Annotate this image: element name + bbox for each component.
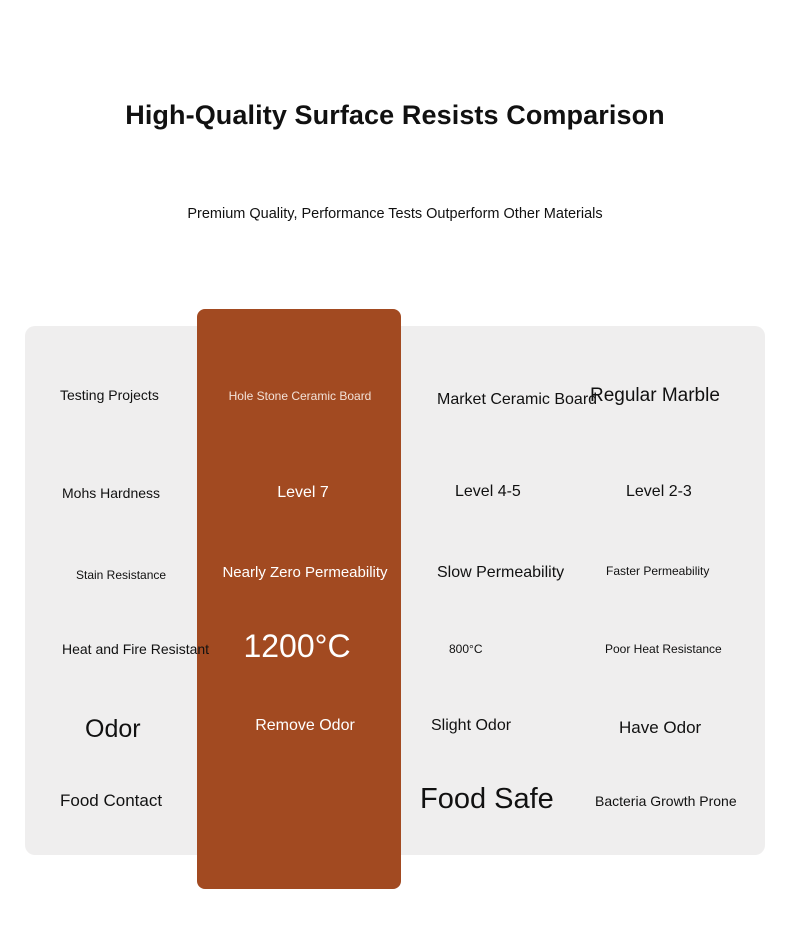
marble-stain-resistance: Faster Permeability <box>606 564 710 578</box>
hole-stone-odor: Remove Odor <box>255 717 355 734</box>
market-odor: Slight Odor <box>431 717 512 734</box>
market-stain-resistance: Slow Permeability <box>437 564 565 581</box>
marble-heat-resistance: Poor Heat Resistance <box>605 642 722 656</box>
row-label-stain-resistance: Stain Resistance <box>76 568 167 582</box>
column-header-market: Market Ceramic Board <box>437 391 598 408</box>
marble-food-contact: Bacteria Growth Prone <box>595 793 737 809</box>
marble-mohs-hardness: Level 2-3 <box>626 483 692 500</box>
hole-stone-stain-resistance: Nearly Zero Permeability <box>222 564 388 581</box>
row-label-odor: Odor <box>85 715 141 743</box>
row-label-mohs-hardness: Mohs Hardness <box>62 485 161 501</box>
market-heat-resistance: 800°C <box>449 642 483 656</box>
row-label-heat-resistance: Heat and Fire Resistant <box>62 641 210 657</box>
column-header-hole-stone: Hole Stone Ceramic Board <box>228 389 372 403</box>
page-title: High-Quality Surface Resists Comparison <box>125 100 665 130</box>
hole-stone-heat-resistance: 1200°C <box>243 628 351 664</box>
column-header-marble: Regular Marble <box>590 385 720 406</box>
hole-stone-mohs-hardness: Level 7 <box>277 484 329 501</box>
market-mohs-hardness: Level 4-5 <box>455 483 521 500</box>
row-label-food-contact: Food Contact <box>60 791 163 810</box>
column-header-criteria: Testing Projects <box>60 387 159 403</box>
marble-odor: Have Odor <box>619 718 702 737</box>
market-food-contact: Food Safe <box>420 783 554 815</box>
page-subtitle: Premium Quality, Performance Tests Outperform Other Materials <box>187 206 603 222</box>
